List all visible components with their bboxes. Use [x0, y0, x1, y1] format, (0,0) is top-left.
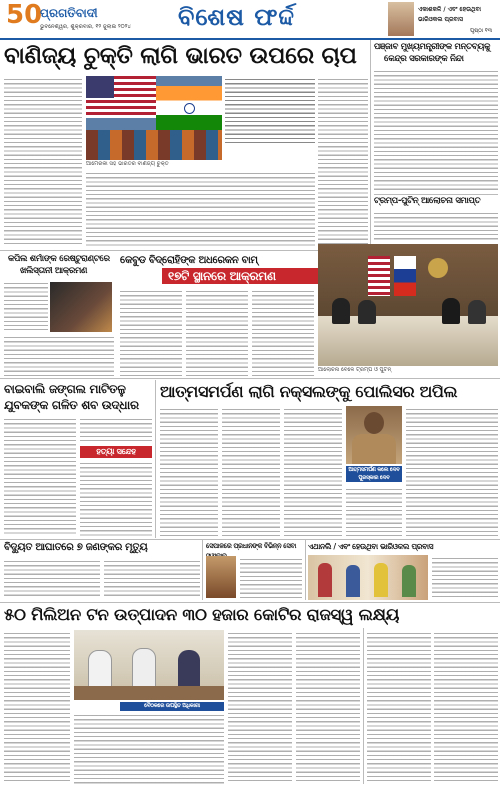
person-3	[374, 563, 388, 597]
us-flag-canton	[86, 76, 114, 98]
band3-left-body-2	[80, 416, 152, 444]
page-label: ପୃଷ୍ଠା ୧୩	[470, 28, 493, 34]
lead-body-col1	[4, 76, 82, 246]
bottom-photo	[74, 630, 224, 700]
ashoka-chakra	[184, 103, 195, 114]
delegate-1	[332, 298, 350, 324]
russian-flag-in-room	[394, 256, 416, 296]
bottom-body-col6	[434, 630, 498, 784]
ukraine-body-2	[186, 288, 248, 378]
ukraine-photo-caption: ଆଲୋଚନା ବେଳେ ଟ୍ରମ୍ପ ଓ ପୁଟିନ୍	[318, 367, 392, 373]
band4-right-photo	[308, 555, 428, 600]
band3-left-headline-1: ବାଇବାଲି ଜଙ୍ଗଲ ମାଟିତଳୁ	[4, 382, 126, 396]
band3-center-headline: ଆତ୍ମସମର୍ପଣ ଲାଗି ନକ୍ସଲଙ୍କୁ ପୋଲିସର ଅପିଲ	[160, 382, 458, 401]
lead-photo	[86, 76, 222, 160]
delegate-2	[358, 300, 376, 324]
official-3	[178, 650, 200, 690]
band3-center-tag: ଆତ୍ମସମର୍ପଣ କଲେ ଦେବ ପୁରସ୍କାର ଦେବ	[346, 466, 402, 482]
delegate-3	[442, 298, 460, 324]
paper-name: ପ୍ରଗତିବାଦୀ	[40, 6, 98, 20]
band3-left-tag: ହତ୍ୟା ସନ୍ଦେହ	[80, 446, 152, 458]
right-top-divider	[374, 194, 498, 195]
section-title: ବିଶେଷ ଫର୍ଦ୍ଦ	[178, 3, 295, 31]
ukraine-body-1	[120, 288, 182, 378]
lead-body-under-photo	[86, 170, 315, 246]
band3-center-body-2	[222, 406, 280, 536]
band4-mid-photo	[206, 556, 236, 598]
ukraine-photo	[318, 244, 498, 366]
bottom-body-col4	[296, 630, 360, 784]
person-1	[318, 563, 332, 597]
band4-left-body-2	[104, 558, 200, 598]
top-right-note-2: ଭାରିଓକଲ ପ୍ରବାସ	[418, 16, 463, 23]
advertisement-thumbnail	[388, 2, 414, 36]
band3-left-body-3	[80, 460, 152, 536]
band3-split	[155, 380, 156, 538]
restaurant-photo	[50, 282, 112, 332]
band3-center-body-1	[160, 406, 218, 536]
band3-left-body-1	[4, 416, 76, 536]
edition-line: ଭୁବନେଶ୍ୱର, ଶୁକ୍ରବାର, ୧୨ ଜୁଲାଇ ୨୦୨୪	[40, 24, 131, 30]
band4-right-body	[432, 555, 498, 600]
bottom-photo-caption: ବୈଠକରେ ଉପସ୍ଥିତ ଅଧିକାରୀ	[120, 702, 224, 711]
ukraine-kicker: କେବୁଡ ବିଦ୍ରୋହିଙ୍କ ଅଧରେକନ ବାମ୍	[120, 255, 258, 266]
person-2	[346, 565, 360, 597]
bottom-body-col1	[4, 630, 70, 784]
left-mid-headline-1: କପିଲ ଶର୍ମାଙ୍କ ରେଷ୍ଟୁରାଣ୍ଟରେ	[8, 254, 110, 264]
band4-rule	[0, 539, 500, 540]
ukraine-body-3	[252, 288, 314, 378]
person-4	[402, 565, 416, 597]
band4-mid-headline: ସେପାଳରେ ପ୍ରଧାନଙ୍କ ବିଭିନ୍ନ ସେବା	[206, 542, 297, 550]
bottom-body-under-photo	[74, 712, 224, 784]
right-top-body	[374, 68, 498, 190]
shipping-containers	[86, 130, 222, 160]
lead-deck	[225, 76, 315, 146]
masthead-rule	[0, 38, 500, 40]
lead-body-col3	[318, 76, 368, 246]
right-top-headline-2: କେନ୍ଦ୍ର ସରକାରଙ୍କ ନିନ୍ଦା	[384, 54, 464, 64]
band2-rule	[0, 250, 370, 251]
officer-head	[364, 412, 384, 434]
band3-left-headline-2: ଯୁବକଙ୍କ ଗଳିତ ଶବ ଉଦ୍ଧାର	[4, 398, 139, 412]
band3-center-body-3	[284, 406, 342, 536]
lead-headline: ବାଣିଜ୍ୟ ଚୁକ୍ତି ଲାଗି ଭାରତ ଉପରେ ଚାପ	[4, 43, 357, 69]
bottom-body-col5	[367, 630, 431, 784]
police-officer-photo	[346, 406, 402, 464]
logo-50: 50	[6, 0, 43, 30]
band3-center-body-4	[346, 486, 402, 536]
band3-rule	[0, 378, 500, 379]
right-mid-body	[374, 210, 498, 240]
masthead	[0, 0, 500, 40]
band4-left-headline: ବିଦ୍ୟୁତ ଆଘାତରେ ୭ ଜଣଙ୍କର ମୃତ୍ୟୁ	[4, 542, 148, 553]
emblem	[428, 258, 448, 278]
left-mid-body-b	[4, 334, 114, 378]
delegate-4	[468, 300, 486, 324]
ukraine-headline: ୧୭ଟି ସ୍ଥାନରେ ଆକ୍ରମଣ	[162, 268, 372, 284]
bottom-split	[363, 628, 364, 784]
conference-table	[74, 686, 224, 700]
top-right-note-1: ଏକାଶକଳି / ଏବଂ ହେଉଥିବା	[418, 6, 482, 13]
bottom-headline: ୫୦ ମିଲିଅନ ଟନ ଉତ୍ପାଦନ ୩୦ ହଜାର କୋଟିର ରାଜସ୍ୱ ଲକ୍ଷ୍ୟ	[4, 605, 400, 624]
band4-split-1	[202, 540, 203, 600]
right-mid-headline: ଟ୍ରମ୍ପ-ପୁଟିନ୍ ଆଲୋଚନା ସମାପ୍ତ	[374, 196, 481, 206]
left-mid-body-a	[4, 280, 48, 330]
band4-split-2	[305, 540, 306, 600]
bottom-body-col3	[228, 630, 292, 784]
officer-uniform	[352, 434, 396, 464]
band4-mid-body	[240, 556, 302, 598]
lead-photo-caption: ଆମେରିକା ସହ ଭାରତର ବାଣିଜ୍ୟ ଚୁକ୍ତି	[86, 161, 169, 167]
bottom-rule	[0, 602, 500, 603]
us-flag-in-room	[368, 256, 390, 296]
band4-left-body-1	[4, 558, 100, 598]
right-top-headline-1: ପଞ୍ଜାବ ମୁଖ୍ୟମନ୍ତ୍ରୀଙ୍କ ମନ୍ତବ୍ୟକୁ	[374, 42, 491, 52]
band4-right-headline: ଏଥାନଲି / ଏବଂ ହେଉଥିବା ଭାରିଓକଲ ପ୍ରବାସ	[308, 542, 434, 551]
left-mid-headline-2: ଖଲିସ୍ତାନୀ ଆକ୍ରମଣ	[20, 266, 88, 276]
band3-right-body	[406, 406, 498, 536]
